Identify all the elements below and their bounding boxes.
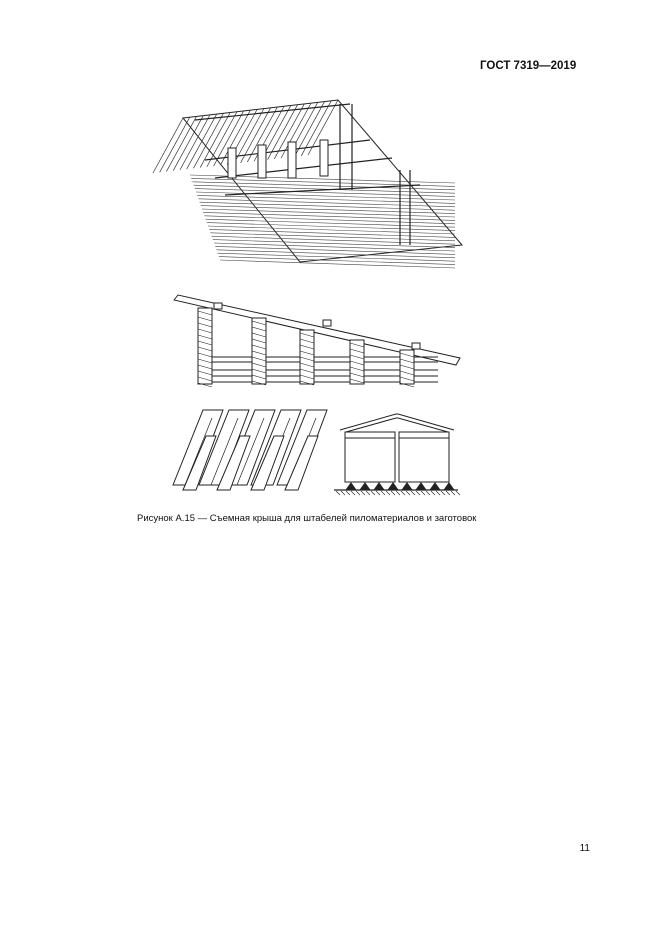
side-view-of-sloped-roof	[174, 295, 460, 387]
roof-panels-detail	[173, 410, 327, 490]
standard-header: ГОСТ 7319—2019	[480, 60, 577, 72]
page-number: 11	[579, 843, 590, 854]
perspective-view-of-roof-on-stack	[153, 100, 462, 268]
figure-caption: Рисунок А.15 — Съемная крыша для штабелей пиломатериалов и заготовок	[137, 513, 477, 524]
front-view-of-stacks-with-roof	[334, 414, 460, 495]
